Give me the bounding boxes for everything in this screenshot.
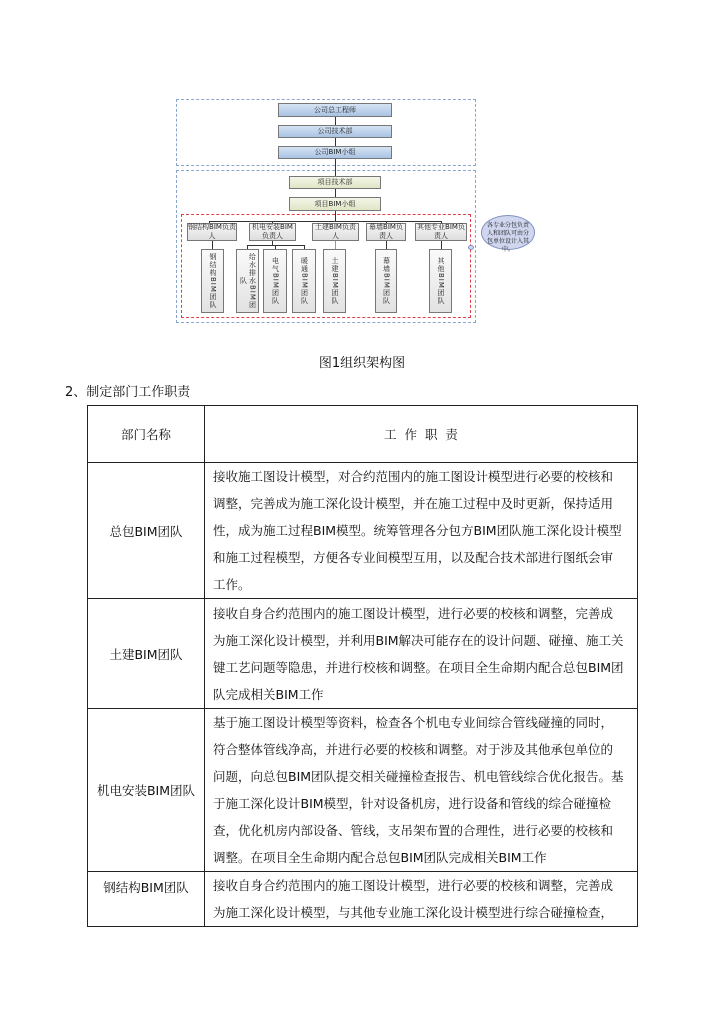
duty-line: 基于施工图设计模型等资料，检查各个机电专业间综合管线碰撞的同时， [213, 715, 614, 730]
dept-duties [205, 872, 638, 927]
chart-node-team: 幕墙BIM团队 [375, 249, 397, 313]
dept-duties [205, 463, 638, 599]
duty-line: 查，优化机房内部设备、管线，支吊架布置的合理性，进行必要的校核和 [213, 823, 614, 838]
duty-line: 接收施工图设计模型，对合约范围内的施工图设计模型进行必要的校核和 [213, 469, 614, 484]
note-callout: 各专业分包负责人和团队可由分包单位设计入其中。 [481, 215, 535, 250]
duty-line: 为施工深化设计模型，与其他专业施工深化设计模型进行综合碰撞检查， [213, 905, 614, 920]
dept-duties [205, 599, 638, 709]
table-row [88, 709, 638, 872]
chart-node-team: 暖通BIM团队 [292, 249, 316, 313]
table-row [88, 463, 638, 599]
dept-name: 总包BIM团队 [88, 463, 205, 599]
chart-node-team: 电气BIM团队 [263, 249, 287, 313]
chart-node-company-tech-dept: 公司技术部 [278, 125, 392, 138]
table-header-row [88, 406, 638, 463]
chart-node-team: 钢结构BIM团队 [201, 249, 224, 313]
duty-line: 性，成为施工过程BIM模型。统筹管理各分包方BIM团队施工深化设计模型 [213, 523, 622, 538]
chart-node-manager: 机电安装BIM负责人 [249, 223, 296, 241]
chart-node-manager: 钢结构BIM负责人 [188, 223, 236, 240]
responsibility-table [87, 405, 638, 927]
chart-node-company-bim-group: 公司BIM小组 [278, 146, 392, 159]
chart-node-project-bim-group: 项目BIM小组 [289, 197, 381, 211]
dept-name: 土建BIM团队 [88, 599, 205, 709]
section-heading: 2、制定部门工作职责 [65, 385, 191, 400]
chart-node-manager: 土建BIM负责人 [312, 223, 359, 241]
header-duties: 工 作 职 责 [205, 406, 638, 463]
chart-node-manager: 幕墙BIM负责人 [366, 223, 406, 241]
duty-line: 问题，向总包BIM团队提交相关碰撞检查报告、机电管线综合优化报告。基 [213, 769, 624, 784]
duty-line: 符合整体管线净高，并进行必要的校核和调整。对于涉及其他承包单位的 [213, 742, 614, 757]
duty-line: 接收自身合约范围内的施工图设计模型，进行必要的校核和调整，完善成 [213, 605, 614, 621]
chart-node-team: 其他BIM团队 [429, 249, 452, 313]
table-row [88, 599, 638, 709]
chart-node-manager: 其他专业BIM负责人 [415, 223, 467, 241]
dept-name: 钢结构BIM团队 [88, 872, 205, 927]
header-dept-name: 部门名称 [88, 406, 205, 463]
duty-line: 接收自身合约范围内的施工图设计模型，进行必要的校核和调整，完善成 [213, 878, 614, 893]
duty-line: 于施工深化设计BIM模型，针对设备机房，进行设备和管线的综合碰撞检 [213, 796, 612, 811]
chart-node-team: 土建BIM团队 [323, 249, 346, 313]
duty-line: 调整。在项目全生命期内配合总包BIM团队完成相关BIM工作 [213, 850, 547, 865]
table-row [88, 872, 638, 927]
dept-name: 机电安装BIM团队 [88, 709, 205, 872]
chart-node-team: 给水排水BIM团队 [236, 249, 259, 313]
chart-node-project-tech-dept: 项目技术部 [289, 176, 381, 189]
figure-caption: 图1组织架构图 [318, 356, 406, 371]
dept-duties [205, 709, 638, 872]
duty-line: 为施工深化设计模型，并利用BIM解决可能存在的设计问题、碰撞、施工关 [213, 632, 624, 648]
duty-line: 和施工过程模型，方便各专业间模型互用，以及配合技术部进行图纸会审 [213, 550, 614, 565]
chart-node-company-chief-engineer: 公司总工程师 [278, 103, 392, 117]
duty-line: 调整，完善成为施工深化设计模型，并在施工过程中及时更新，保持适用 [213, 496, 614, 511]
duty-line: 工作。 [213, 577, 251, 592]
duty-line: 队完成相关BIM工作 [213, 686, 324, 702]
duty-line: 键工艺问题等隐患，并进行校核和调整。在项目全生命期内配合总包BIM团 [213, 659, 624, 675]
